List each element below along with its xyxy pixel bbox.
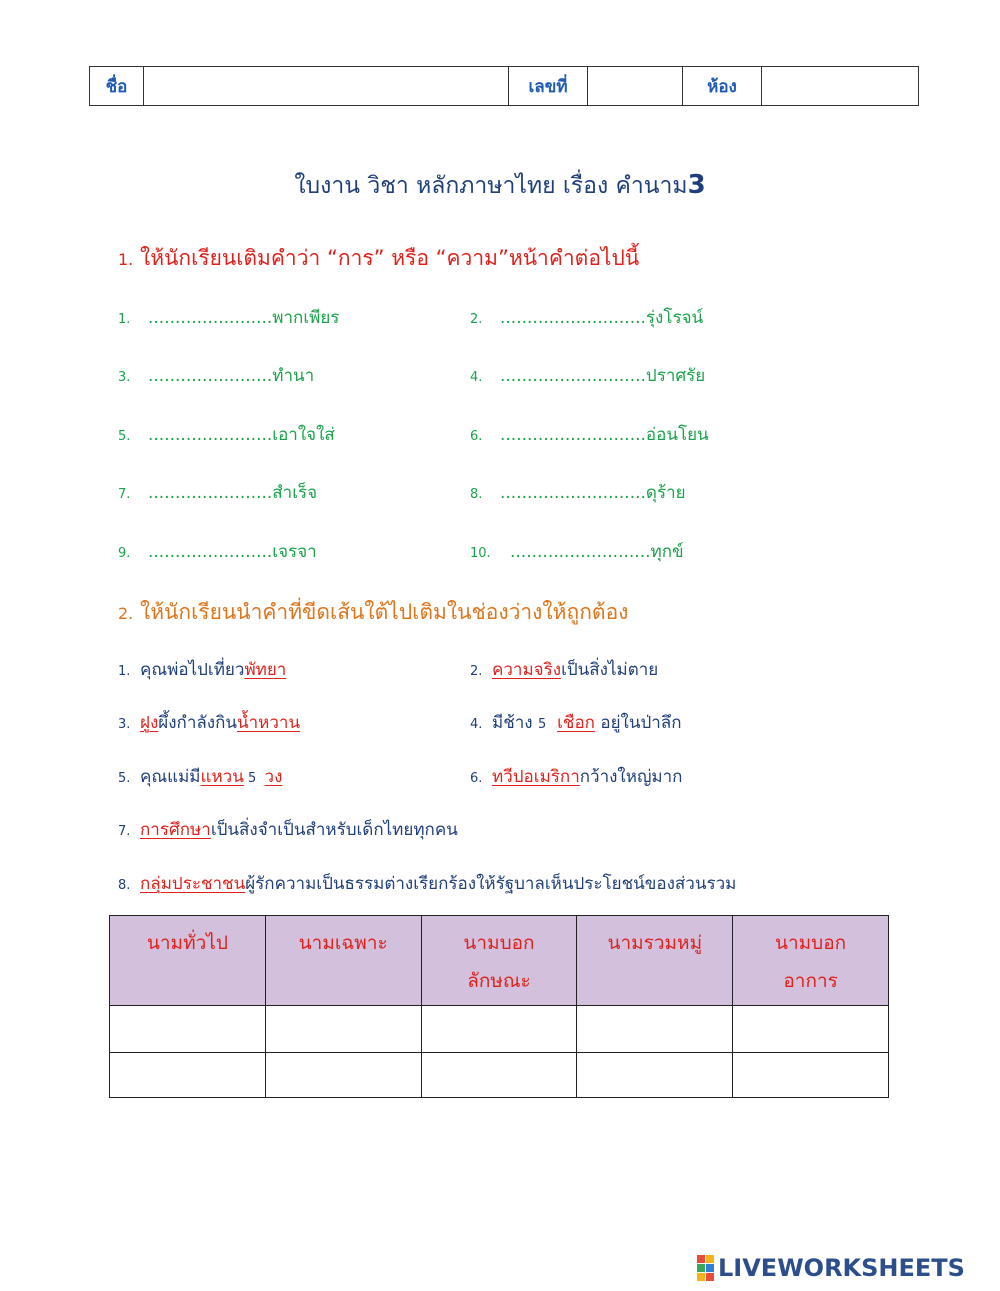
sentence-3: 3. ฝูงผึ้งกำลังกินน้ำหวาน [118, 713, 301, 733]
drop-cell[interactable] [110, 1053, 266, 1098]
fill-item[interactable]: 4. ...........................ปราศรัย [470, 366, 706, 386]
underlined-word[interactable]: พัทยา [244, 660, 287, 680]
page-title [0, 168, 1000, 204]
liveworksheets-logo [697, 1254, 965, 1282]
fill-item[interactable]: 9. .......................เจรจา [118, 542, 317, 562]
title-text: ใบงาน วิชา หลักภาษาไทย เรื่อง คำนาม [294, 173, 688, 199]
sentence-6: 6. ทวีปอเมริกากว้างใหญ่มาก [470, 767, 683, 787]
sentence-8: 8. กลุ่มประชาชนผู้รักความเป็นธรรมต่างเรียกร้องให้รัฐบาลเห็นประโยชน์ของส่วนรวม [118, 874, 737, 894]
underlined-word[interactable]: น้ำหวาน [237, 713, 301, 733]
student-info-header [89, 66, 919, 108]
fill-item[interactable]: 10. ..........................ทุกข์ [470, 542, 684, 562]
underlined-word[interactable]: วง [264, 767, 283, 787]
underlined-word[interactable]: ทวีปอเมริกา [492, 767, 580, 787]
name-label: ชื่อ [89, 66, 144, 106]
table-header-cell: นามเฉพาะ [265, 916, 421, 1006]
sentence-7: 7. การศึกษาเป็นสิ่งจำเป็นสำหรับเด็กไทยทุกคน [118, 820, 458, 840]
fill-item[interactable]: 7. .......................สำเร็จ [118, 483, 318, 503]
name-input[interactable] [143, 66, 509, 106]
title-number: 3 [687, 170, 706, 200]
fill-item[interactable]: 5. .......................เอาใจใส่ [118, 425, 335, 445]
table-row [110, 1006, 889, 1053]
table-header-cell: นามรวมหมู่ [577, 916, 733, 1006]
sentence-5: 5. คุณแม่มีแหวน 5 วง [118, 767, 283, 787]
section1-number: 1. [118, 250, 134, 269]
number-input[interactable] [587, 66, 683, 106]
table-header-cell: นามทั่วไป [110, 916, 266, 1006]
drop-cell[interactable] [733, 1053, 889, 1098]
table-header-row [110, 916, 889, 1006]
drop-cell[interactable] [733, 1006, 889, 1053]
table-header-cell: นามบอก อาการ [733, 916, 889, 1006]
room-input[interactable] [761, 66, 919, 106]
table-header-cell: นามบอก ลักษณะ [421, 916, 577, 1006]
drop-cell[interactable] [265, 1053, 421, 1098]
fill-item[interactable]: 2. ...........................รุ่งโรจน์ [470, 308, 704, 328]
logo-text: LIVEWORKSHEETS [718, 1254, 965, 1282]
drop-cell[interactable] [110, 1006, 266, 1053]
sentence-1: 1. คุณพ่อไปเที่ยวพัทยา [118, 660, 287, 680]
underlined-word[interactable]: เชือก [557, 713, 595, 733]
number-label: เลขที่ [508, 66, 588, 106]
section2-number: 2. [118, 604, 134, 623]
fill-item[interactable]: 8. ...........................ดุร้าย [470, 483, 686, 503]
underlined-word[interactable]: ฝูง [140, 713, 159, 733]
drop-cell[interactable] [265, 1006, 421, 1053]
drop-cell[interactable] [421, 1053, 577, 1098]
underlined-word[interactable]: กลุ่มประชาชน [140, 874, 246, 894]
fill-item[interactable]: 3. .......................ทำนา [118, 366, 315, 386]
underlined-word[interactable]: การศึกษา [140, 820, 211, 840]
noun-classification-table [109, 915, 889, 1098]
room-label: ห้อง [682, 66, 762, 106]
sentence-2: 2. ความจริงเป็นสิ่งไม่ตาย [470, 660, 659, 680]
section2-instruction [118, 596, 628, 629]
fill-item[interactable]: 6. ...........................อ่อนโยน [470, 425, 709, 445]
logo-mark-icon [697, 1255, 714, 1281]
table-row [110, 1053, 889, 1098]
drop-cell[interactable] [577, 1053, 733, 1098]
fill-item[interactable]: 1. .......................พากเพียร [118, 308, 340, 328]
section1-instruction [118, 242, 639, 275]
drop-cell[interactable] [421, 1006, 577, 1053]
section2-text: ให้นักเรียนนำคำที่ขีดเส้นใต้ไปเติมในช่องว่างให้ถูกต้อง [133, 600, 629, 624]
drop-cell[interactable] [577, 1006, 733, 1053]
section1-text: ให้นักเรียนเติมคำว่า “การ” หรือ “ความ”หน้าคำต่อไปนี้ [133, 246, 640, 270]
underlined-word[interactable]: ความจริง [492, 660, 562, 680]
sentence-4: 4. มีช้าง 5 เชือก อยู่ในป่าลึก [470, 713, 682, 733]
underlined-word[interactable]: แหวน [200, 767, 244, 787]
